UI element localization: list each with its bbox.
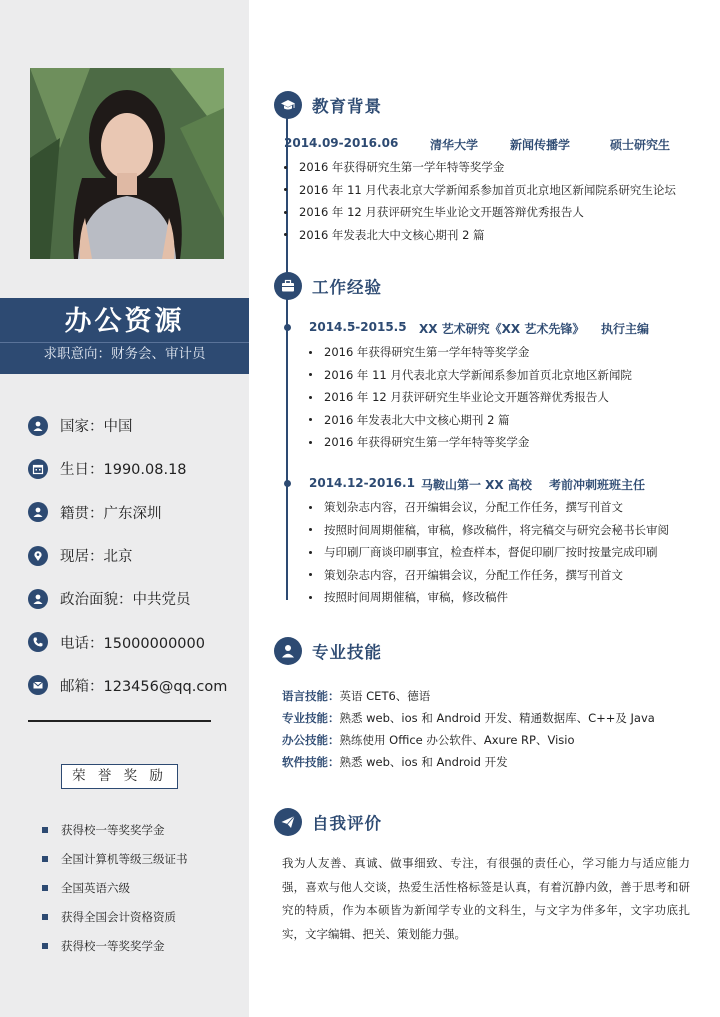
skill-item: 语言技能：英语 CET6、德语 xyxy=(282,689,431,703)
list-item: 2016 年发表北大中文核心期刊 2 篇 xyxy=(284,224,676,247)
square-bullet-icon xyxy=(42,856,48,862)
section-header-skills xyxy=(274,637,382,665)
person-icon xyxy=(274,637,302,665)
square-bullet-icon xyxy=(42,885,48,891)
list-item: 2016 年 11 月代表北京大学新闻系参加首页北京地区新闻院系研究生论坛 xyxy=(284,179,676,202)
name-band xyxy=(0,298,249,374)
honor-item: 获得校一等奖奖学金 xyxy=(42,931,242,960)
info-item-email xyxy=(28,664,243,707)
sidebar xyxy=(0,0,249,1017)
square-bullet-icon xyxy=(42,943,48,949)
job-intent: 求职意向：财务会、审计员 xyxy=(43,346,206,362)
list-item: 策划杂志内容，召开编辑会议，分配工作任务，撰写刊首文 xyxy=(309,496,669,519)
education-degree: 硕士研究生 xyxy=(610,138,671,152)
list-item: 2016 年获得研究生第一学年特等奖学金 xyxy=(309,341,632,364)
list-item: 策划杂志内容，召开编辑会议，分配工作任务，撰写刊首文 xyxy=(309,564,669,587)
person-icon xyxy=(28,589,48,609)
timeline-dot xyxy=(284,324,291,331)
info-text: 现居：北京 xyxy=(60,549,133,566)
section-title: 自我评价 xyxy=(312,814,382,833)
info-item-birthday xyxy=(28,447,243,490)
self-evaluation-text: 我为人友善、真诚、做事细致、专注，有很强的责任心，学习能力与适应能力强，喜欢与他人交谈，热爱生活性格标签是认真，有着沉静内敛，善于思考和研究的特质，作为本硕皆为新闻学专业的文科生，与文字为伴多年，文字功底扎实，文字编辑、把关、策划能力强。 xyxy=(282,856,690,941)
person-icon xyxy=(28,416,48,436)
education-period: 2014.09-2016.06 xyxy=(284,136,399,150)
job-items xyxy=(309,496,669,609)
list-item: 按照时间周期催稿，审稿，修改稿件 xyxy=(309,586,669,609)
calendar-icon xyxy=(28,459,48,479)
info-text: 邮箱：123456@qq.com xyxy=(60,678,228,695)
job-org: 马鞍山第一 XX 高校 xyxy=(421,478,532,492)
graduation-cap-icon xyxy=(274,91,302,119)
skills-list xyxy=(282,685,655,773)
list-item: 与印刷厂商谈印刷事宜，检查样本，督促印刷厂按时按量完成印刷 xyxy=(309,541,669,564)
education-header-row xyxy=(284,136,670,153)
section-header-work xyxy=(274,272,382,300)
job-period: 2014.5-2015.5 xyxy=(309,320,407,334)
skill-item: 办公技能：熟练使用 Office 办公软件、Axure RP、Visio xyxy=(282,733,575,747)
profile-photo xyxy=(30,68,224,259)
sidebar-divider xyxy=(28,720,211,722)
section-header-education xyxy=(274,91,382,119)
job-items xyxy=(309,341,632,454)
briefcase-icon xyxy=(274,272,302,300)
info-item-hometown xyxy=(28,491,243,534)
info-item-phone xyxy=(28,620,243,663)
info-item-country xyxy=(28,404,243,447)
personal-info-list xyxy=(28,404,243,707)
square-bullet-icon xyxy=(42,827,48,833)
list-item: 2016 年获得研究生第一学年特等奖学金 xyxy=(309,431,632,454)
location-pin-icon xyxy=(28,546,48,566)
info-item-politics xyxy=(28,577,243,620)
paper-plane-icon xyxy=(274,808,302,836)
info-text: 生日：1990.08.18 xyxy=(60,462,187,479)
info-text: 籍贯：广东深圳 xyxy=(60,505,162,522)
honors-list xyxy=(42,815,242,960)
skill-item: 软件技能：熟悉 web、ios 和 Android 开发 xyxy=(282,755,508,769)
list-item: 2016 年 12 月获评研究生毕业论文开题答辩优秀报告人 xyxy=(284,201,676,224)
education-school: 清华大学 xyxy=(430,138,479,152)
timeline-dot xyxy=(284,480,291,487)
phone-icon xyxy=(28,632,48,652)
section-title: 教育背景 xyxy=(312,97,382,116)
list-item: 2016 年发表北大中文核心期刊 2 篇 xyxy=(309,409,632,432)
info-text: 国家：中国 xyxy=(60,419,133,436)
job-role: 执行主编 xyxy=(601,322,650,336)
info-item-residence xyxy=(28,534,243,577)
job-header-row xyxy=(309,320,649,337)
mail-icon xyxy=(28,675,48,695)
section-header-self-eval xyxy=(274,808,382,836)
honor-item: 获得全国会计资格资质 xyxy=(42,902,242,931)
candidate-name: 办公资源 xyxy=(64,306,185,337)
job-role: 考前冲刺班班主任 xyxy=(549,478,646,492)
honor-item: 全国计算机等级三级证书 xyxy=(42,844,242,873)
job-header-row xyxy=(309,476,645,493)
info-text: 电话：15000000000 xyxy=(60,635,205,652)
skill-item: 专业技能：熟悉 web、ios 和 Android 开发、精通数据库、C++及 Java xyxy=(282,711,655,725)
honor-item: 获得校一等奖奖学金 xyxy=(42,815,242,844)
list-item: 2016 年 12 月获评研究生毕业论文开题答辩优秀报告人 xyxy=(309,386,632,409)
square-bullet-icon xyxy=(42,914,48,920)
list-item: 2016 年获得研究生第一学年特等奖学金 xyxy=(284,156,676,179)
main-content xyxy=(249,0,720,1017)
job-period: 2014.12-2016.1 xyxy=(309,476,415,490)
section-title: 专业技能 xyxy=(312,643,382,662)
education-major: 新闻传播学 xyxy=(510,138,571,152)
honors-title: 荣 誉 奖 励 xyxy=(61,764,178,789)
section-title: 工作经验 xyxy=(312,278,382,297)
job-org: XX 艺术研究《XX 艺术先锋》 xyxy=(419,322,585,336)
person-icon xyxy=(28,502,48,522)
education-items xyxy=(284,156,676,246)
list-item: 2016 年 11 月代表北京大学新闻系参加首页北京地区新闻院 xyxy=(309,364,632,387)
info-text: 政治面貌：中共党员 xyxy=(60,592,191,609)
honor-item: 全国英语六级 xyxy=(42,873,242,902)
list-item: 按照时间周期催稿，审稿，修改稿件，将完稿交与研究会秘书长审阅 xyxy=(309,519,669,542)
